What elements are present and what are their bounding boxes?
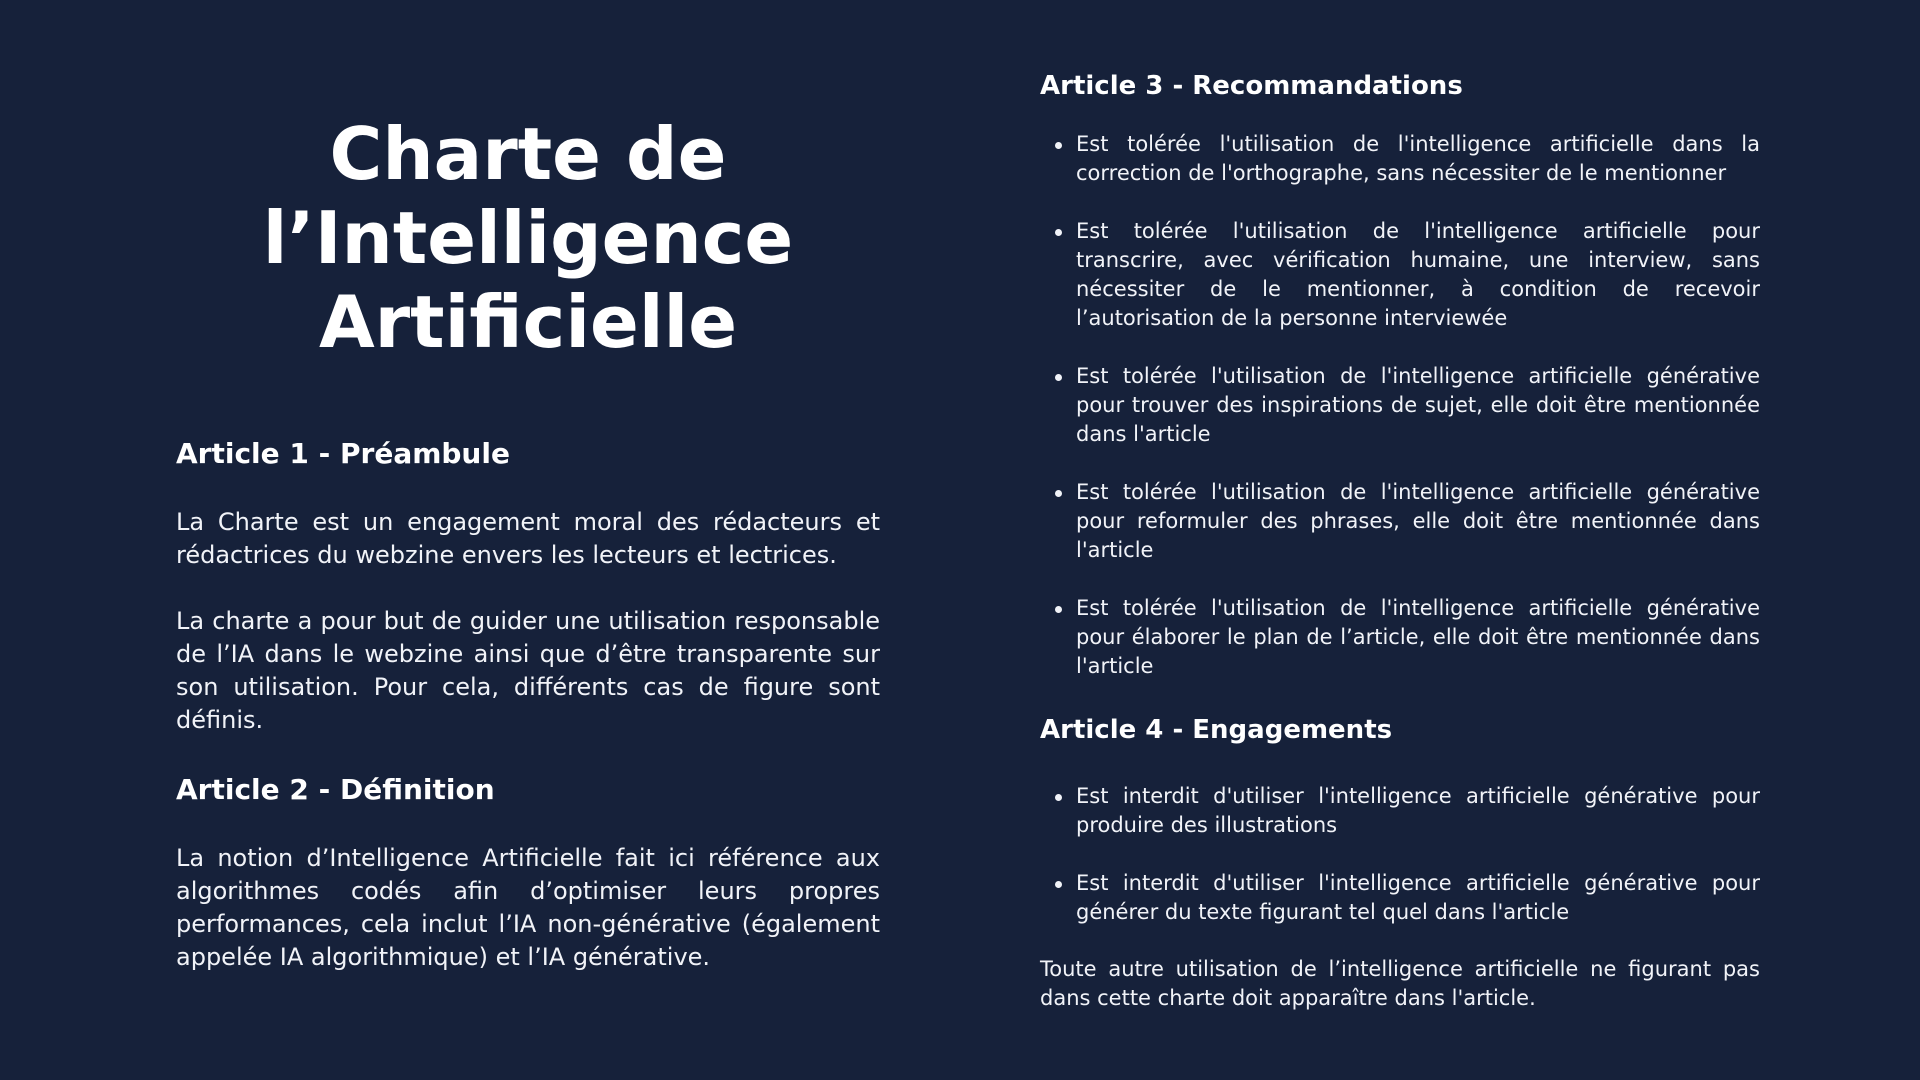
closing-statement: Toute autre utilisation de l’intelligence artificielle ne figurant pas dans cette charte doit apparaître dans l'article. — [1040, 957, 1760, 1010]
list-item-text: Est tolérée l'utilisation de l'intelligence artificielle générative pour reformuler des phrases, elle doit être mentionnée dans l'article — [1076, 480, 1760, 562]
bullet-icon — [1055, 881, 1062, 888]
list-item-text: Est interdit d'utiliser l'intelligence artificielle générative pour produire des illustrations — [1076, 784, 1760, 837]
bullet-icon — [1055, 374, 1062, 381]
bullet-icon — [1055, 490, 1062, 497]
list-item — [1040, 594, 1760, 681]
article-4-list — [1040, 782, 1760, 927]
list-item — [1040, 782, 1760, 840]
list-item — [1040, 130, 1760, 188]
list-item-text: Est interdit d'utiliser l'intelligence artificielle générative pour générer du texte figurant tel quel dans l'article — [1076, 871, 1760, 924]
bullet-icon — [1055, 606, 1062, 613]
list-item-text: Est tolérée l'utilisation de l'intelligence artificielle générative pour trouver des inspirations de sujet, elle doit être mentionnée dans l'article — [1076, 364, 1760, 446]
list-item — [1040, 362, 1760, 449]
article-3-list — [1040, 130, 1760, 681]
list-item — [1040, 869, 1760, 927]
page-title — [176, 112, 880, 364]
title-line-2: l’Intelligence — [262, 196, 794, 280]
list-item-text: Est tolérée l'utilisation de l'intelligence artificielle dans la correction de l'orthographe, sans nécessiter de le mentionner — [1076, 132, 1760, 185]
article-1-paragraph-1: La Charte est un engagement moral des rédacteurs et rédactrices du webzine envers les lecteurs et lectrices. — [176, 508, 880, 569]
bullet-icon — [1055, 229, 1062, 236]
list-item — [1040, 478, 1760, 565]
bullet-icon — [1055, 142, 1062, 149]
article-3-heading: Article 3 - Recommandations — [1040, 71, 1463, 101]
article-4-heading: Article 4 - Engagements — [1040, 715, 1393, 745]
title-line-1: Charte de — [329, 112, 727, 196]
bullet-icon — [1055, 794, 1062, 801]
article-1-heading: Article 1 - Préambule — [176, 437, 510, 470]
article-1-paragraph-2: La charte a pour but de guider une utilisation responsable de l’IA dans le webzine ainsi que d’être transparente sur son utilisation. Pour cela, différents cas de figure sont définis. — [176, 607, 880, 734]
title-line-3: Artificielle — [318, 280, 738, 364]
article-2-paragraph-1: La notion d’Intelligence Artificielle fait ici référence aux algorithmes codés afin d’optimiser leurs propres performances, cela inclut l’IA non-générative (également appelée IA algorithmique) et l’IA générative. — [176, 844, 880, 971]
list-item-text: Est tolérée l'utilisation de l'intelligence artificielle générative pour élaborer le plan de l’article, elle doit être mentionnée dans l'article — [1076, 596, 1760, 678]
list-item — [1040, 217, 1760, 333]
list-item-text: Est tolérée l'utilisation de l'intelligence artificielle pour transcrire, avec vérification humaine, une interview, sans nécessiter de le mentionner, à condition de recevoir l’autorisation de la personne interviewée — [1076, 219, 1760, 330]
article-2-heading: Article 2 - Définition — [176, 773, 495, 806]
